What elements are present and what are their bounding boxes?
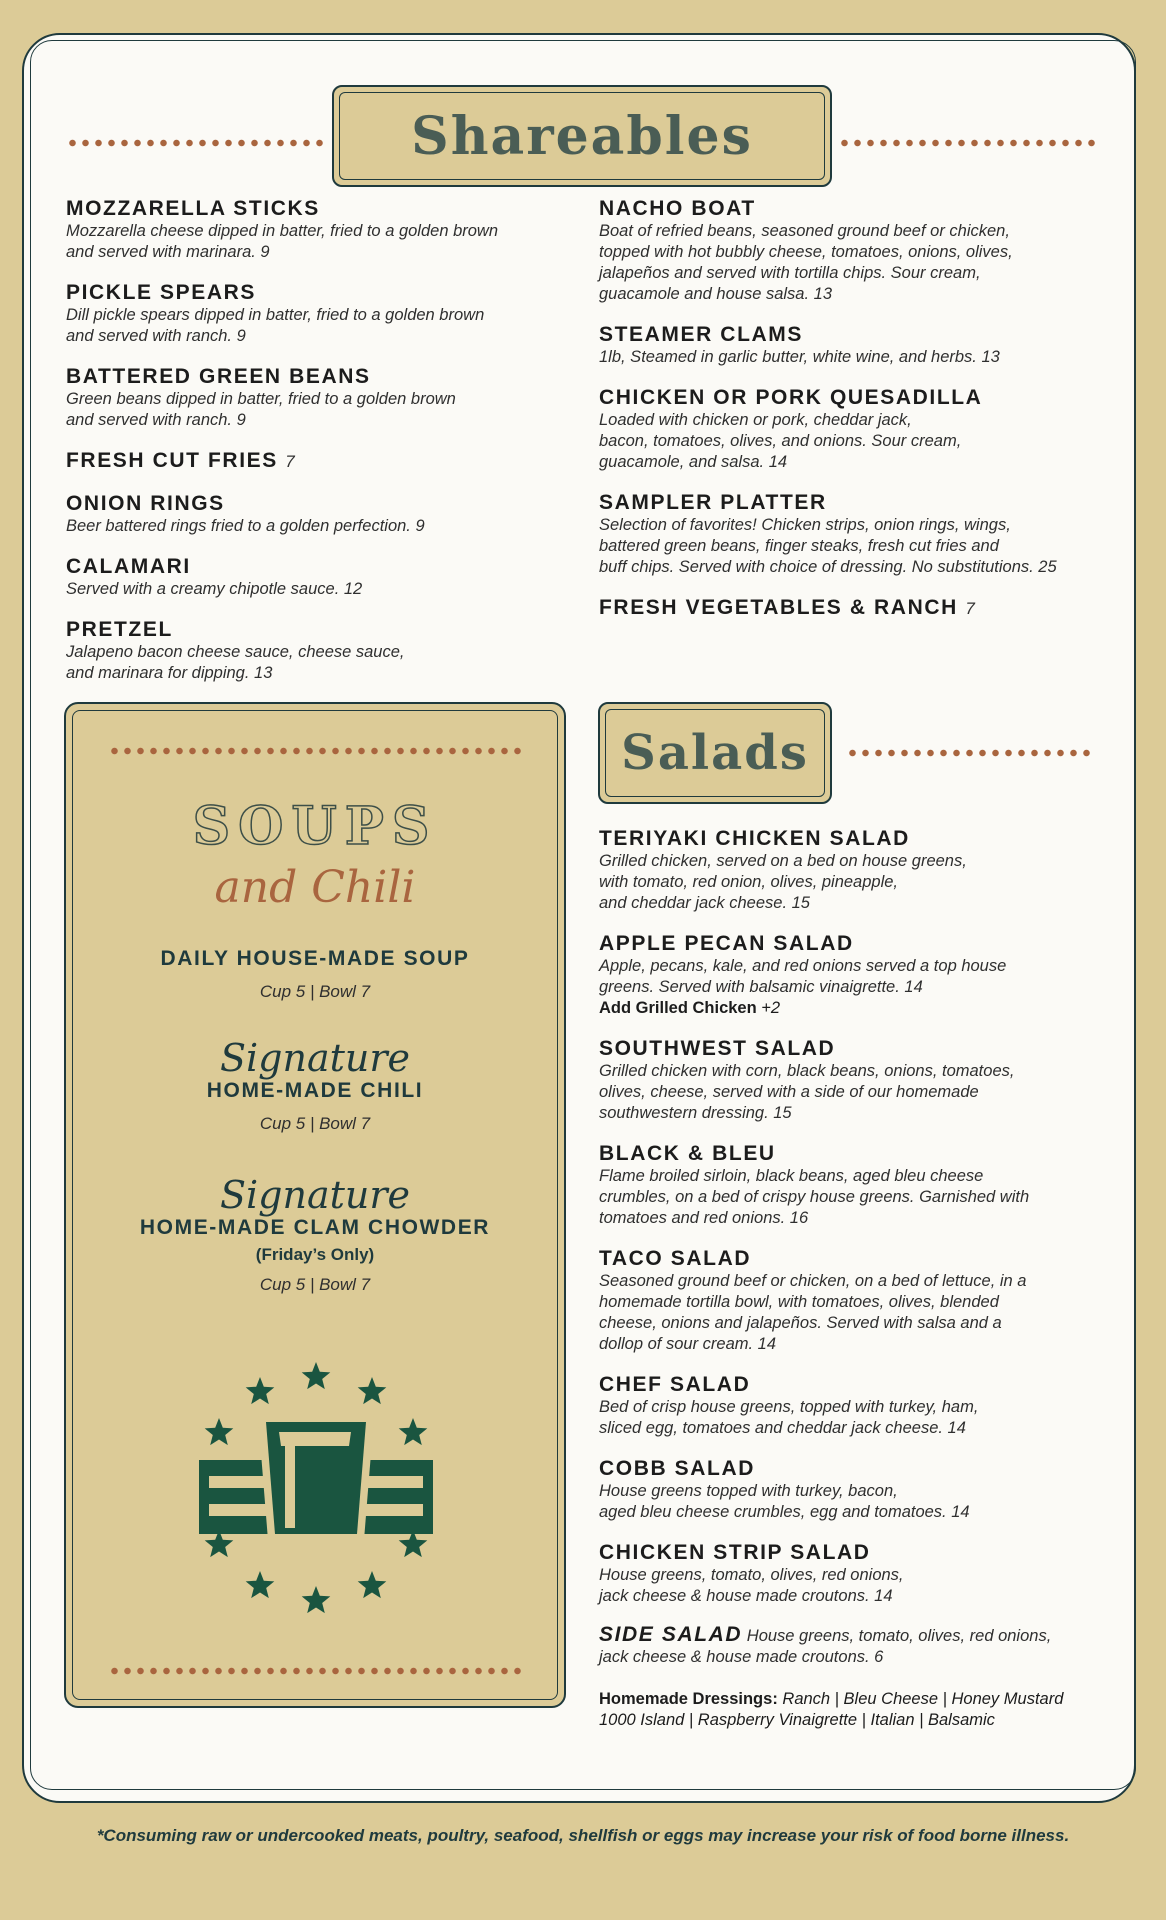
- menu-item: [66, 365, 566, 431]
- item-name: CALAMARI: [66, 555, 191, 578]
- item-description: House greens, tomato, olives, red onions, jack cheese & house made croutons. 14: [599, 1566, 904, 1605]
- salads-column: [599, 827, 1119, 1625]
- salads-dotted-divider: [846, 749, 1096, 757]
- item-name: PRETZEL: [66, 618, 173, 641]
- menu-item: [66, 618, 566, 684]
- item-description: Grilled chicken with corn, black beans, onions, tomatoes, olives, cheese, served with a side of our homemade southwestern dressing. 15: [599, 1062, 1015, 1122]
- side-salad: [599, 1623, 1119, 1668]
- shareables-header: [332, 85, 832, 187]
- item-name: SIDE SALAD: [599, 1623, 743, 1646]
- item-name: BATTERED GREEN BEANS: [66, 365, 371, 388]
- item-name: SOUTHWEST SALAD: [599, 1037, 836, 1060]
- menu-item: [66, 281, 566, 347]
- item-name: COBB SALAD: [599, 1457, 755, 1480]
- menu-item: [599, 491, 1119, 578]
- item-name: CHICKEN OR PORK QUESADILLA: [599, 386, 983, 409]
- soup-item: [66, 946, 564, 1002]
- pint-glass-stars-icon: [191, 1352, 441, 1627]
- item-name: FRESH VEGETABLES & RANCH: [599, 596, 958, 619]
- item-description: Flame broiled sirloin, black beans, aged bleu cheese crumbles, on a bed of crispy house greens. Garnished with tomatoes and red onions. 16: [599, 1167, 1030, 1227]
- item-description: House greens topped with turkey, bacon, aged bleu cheese crumbles, egg and tomatoes. 14: [599, 1482, 970, 1521]
- star-icon: [302, 1586, 331, 1613]
- shareables-title: Shareables: [411, 105, 753, 167]
- dressings-line-1: Ranch | Bleu Cheese | Honey Mustard: [782, 1690, 1064, 1708]
- soups-dotted-top: [108, 747, 524, 755]
- star-icon: [358, 1571, 387, 1598]
- item-name: STEAMER CLAMS: [599, 323, 803, 346]
- item-name: SAMPLER PLATTER: [599, 491, 827, 514]
- item-description: Served with a creamy chipotle sauce. 12: [66, 580, 363, 598]
- item-name: APPLE PECAN SALAD: [599, 932, 854, 955]
- menu-item: [599, 323, 1119, 368]
- item-name: PICKLE SPEARS: [66, 281, 256, 304]
- soup-item: [66, 1038, 564, 1134]
- soups-panel: [64, 702, 566, 1708]
- item-description: jack cheese & house made croutons. 6: [599, 1648, 884, 1666]
- dotted-divider-right: [838, 139, 1100, 147]
- item-description: 1lb, Steamed in garlic butter, white wine, and herbs. 13: [599, 348, 1000, 366]
- homemade-dressings: [599, 1689, 1119, 1731]
- menu-item: [66, 492, 566, 537]
- salads-header: [598, 702, 832, 804]
- dressings-label: Homemade Dressings:: [599, 1690, 778, 1708]
- menu-item: [66, 555, 566, 600]
- item-name: NACHO BOAT: [599, 197, 756, 220]
- item-description: Boat of refried beans, seasoned ground beef or chicken, topped with hot bubbly cheese, tomatoes, onions, olives, jalapeños and served with tortilla chips. Sour cream, guacamole and house salsa. 13: [599, 222, 1013, 303]
- shareables-right-column: [599, 197, 1119, 639]
- item-name: BLACK & BLEU: [599, 1142, 776, 1165]
- soup-price: Cup 5 | Bowl 7: [259, 982, 371, 1001]
- menu-item: [599, 386, 1119, 473]
- item-description: Beer battered rings fried to a golden perfection. 9: [66, 517, 425, 535]
- item-name: ONION RINGS: [66, 492, 225, 515]
- star-icon: [399, 1530, 428, 1557]
- star-icon: [302, 1362, 331, 1389]
- soup-name: HOME-MADE CHILI: [206, 1079, 424, 1102]
- star-icon: [205, 1418, 234, 1445]
- menu-item: [599, 1541, 1119, 1607]
- menu-item: [599, 596, 1119, 621]
- item-description: Loaded with chicken or pork, cheddar jack, bacon, tomatoes, olives, and onions. Sour cream, guacamole, and salsa. 14: [599, 411, 962, 471]
- menu-item: [599, 1373, 1119, 1439]
- menu-item: [66, 449, 566, 474]
- menu-item: [599, 1457, 1119, 1523]
- star-icon: [358, 1377, 387, 1404]
- menu-item: [599, 827, 1119, 914]
- menu-item: [66, 197, 566, 263]
- soup-name: HOME-MADE CLAM CHOWDER: [139, 1216, 491, 1239]
- soup-note: (Friday’s Only): [255, 1245, 375, 1264]
- item-description: Green beans dipped in batter, fried to a golden brown and served with ranch. 9: [66, 390, 456, 429]
- food-safety-disclaimer: *Consuming raw or undercooked meats, poultry, seafood, shellfish or eggs may increase your risk of food borne illness.: [96, 1826, 1070, 1845]
- soup-price: Cup 5 | Bowl 7: [259, 1275, 371, 1294]
- item-description: Bed of crisp house greens, topped with turkey, ham, sliced egg, tomatoes and cheddar jack cheese. 14: [599, 1398, 979, 1437]
- item-description: Jalapeno bacon cheese sauce, cheese sauce, and marinara for dipping. 13: [66, 643, 405, 682]
- item-addon: [599, 998, 1119, 1019]
- soups-subtitle: and Chili: [214, 862, 416, 913]
- item-description: Dill pickle spears dipped in batter, fried to a golden brown and served with ranch. 9: [66, 306, 485, 345]
- item-name: TERIYAKI CHICKEN SALAD: [599, 827, 910, 850]
- menu-item: [599, 932, 1119, 1019]
- item-description: Grilled chicken, served on a bed on house greens, with tomato, red onion, olives, pineapple, and cheddar jack cheese. 15: [599, 852, 967, 912]
- item-description: Apple, pecans, kale, and red onions served a top house greens. Served with balsamic vinaigrette. 14: [599, 957, 1007, 996]
- item-name: CHICKEN STRIP SALAD: [599, 1541, 871, 1564]
- star-icon: [399, 1418, 428, 1445]
- signature-script: Signature: [219, 1173, 411, 1217]
- soup-price: Cup 5 | Bowl 7: [259, 1114, 371, 1133]
- addon-price: +2: [761, 999, 781, 1017]
- star-icon: [246, 1377, 275, 1404]
- soup-name: DAILY HOUSE-MADE SOUP: [160, 947, 470, 970]
- menu-item: [599, 1037, 1119, 1124]
- item-description: Seasoned ground beef or chicken, on a bed of lettuce, in a homemade tortilla bowl, with tomatoes, olives, blended cheese, onions and jalapeños. Served with salsa and a dollop of sour cream. 14: [599, 1272, 1027, 1353]
- item-description: House greens, tomato, olives, red onions,: [746, 1627, 1052, 1645]
- dotted-divider-left: [66, 139, 328, 147]
- item-price: 7: [285, 452, 295, 471]
- item-description: Mozzarella cheese dipped in batter, fried to a golden brown and served with marinara. 9: [66, 222, 499, 261]
- addon-label: Add Grilled Chicken: [599, 999, 757, 1017]
- star-icon: [205, 1530, 234, 1557]
- soups-title: SOUPS: [192, 796, 438, 857]
- soups-dotted-bottom: [108, 1667, 524, 1675]
- shareables-left-column: [66, 197, 566, 702]
- star-icon: [246, 1571, 275, 1598]
- item-name: FRESH CUT FRIES: [66, 449, 278, 472]
- item-name: MOZZARELLA STICKS: [66, 197, 320, 220]
- menu-item: [599, 1247, 1119, 1355]
- dressings-line-2: 1000 Island | Raspberry Vinaigrette | Italian | Balsamic: [599, 1711, 995, 1729]
- menu-item: [599, 1142, 1119, 1229]
- item-description: Selection of favorites! Chicken strips, onion rings, wings, battered green beans, finger steaks, fresh cut fries and buff chips. Served with choice of dressing. No substitutions. 25: [599, 516, 1057, 576]
- salads-title: Salads: [621, 725, 809, 781]
- menu-item: [599, 197, 1119, 305]
- item-price: 7: [965, 599, 975, 618]
- soup-item: [66, 1175, 564, 1295]
- item-name: CHEF SALAD: [599, 1373, 751, 1396]
- item-name: TACO SALAD: [599, 1247, 752, 1270]
- signature-script: Signature: [219, 1036, 411, 1080]
